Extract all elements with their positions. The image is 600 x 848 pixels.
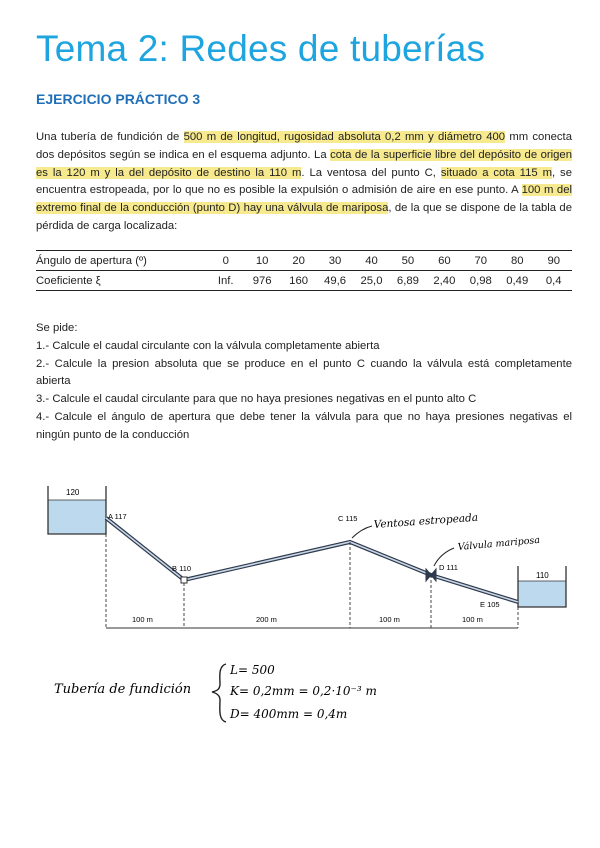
angle-cell: 90 xyxy=(535,251,572,271)
distance-de: 100 m xyxy=(462,615,483,624)
highlighted-segment: cota de la superficie libre del depósito de origen es la 120 m y la del depósito de destino la 110 m xyxy=(36,148,572,179)
question-4: 4.- Calcule el ángulo de apertura que debe tener la válvula para que no haya presiones negativas el ningún punto de la conducción xyxy=(36,410,572,441)
coef-cell: 976 xyxy=(244,271,280,291)
question-3: 3.- Calcule el caudal circulante para que no haya presiones negativas en el punto alto C xyxy=(36,393,477,406)
handwritten-label: Tubería de fundición xyxy=(54,682,192,697)
pipe-inner xyxy=(106,518,518,602)
point-b-label: B 110 xyxy=(172,564,192,573)
left-tank-level: 120 xyxy=(66,488,80,497)
note-ventosa: Ventosa estropeada xyxy=(373,511,479,531)
text-segment: , se encuentra estropeada, por lo que no es posible la expulsión o admisión de aire en ese punto. A xyxy=(36,166,572,197)
text-segment: . La ventosa del punto C, xyxy=(301,166,441,179)
highlighted-segment: 500 m de longitud, rugosidad absoluta 0,2 mm y diámetro 400 xyxy=(183,131,506,143)
coef-cell: 6,89 xyxy=(390,271,426,291)
problem-statement xyxy=(36,129,572,236)
point-b-marker xyxy=(181,577,187,583)
table-row xyxy=(36,271,572,291)
distance-cd: 100 m xyxy=(379,615,400,624)
coef-cell: 2,40 xyxy=(426,271,462,291)
angle-cell: 20 xyxy=(280,251,316,271)
point-d-label: D 111 xyxy=(439,563,458,572)
highlighted-segment: 100 m del extremo final de la conducción (punto D) hay una válvula de mariposa xyxy=(36,184,572,215)
coef-cell: 0,49 xyxy=(499,271,535,291)
handwritten-diameter: D= 400mm = 0,4m xyxy=(230,707,348,721)
coef-cell: 25,0 xyxy=(353,271,389,291)
angle-cell: 50 xyxy=(390,251,426,271)
table-coef-label: Coeficiente ξ xyxy=(36,271,208,291)
coef-cell: 49,6 xyxy=(317,271,353,291)
text-segment: Una tubería de fundición de xyxy=(36,131,184,143)
handwritten-length: L= 500 xyxy=(230,663,275,677)
note-valvula: Válvula mariposa xyxy=(457,534,541,553)
coef-cell: 0,4 xyxy=(535,271,572,291)
handwritten-roughness: K= 0,2mm = 0,2·10⁻³ m xyxy=(230,684,377,698)
text-segment: , de la que se dispone de la tabla de pérdida de carga localizada: xyxy=(36,202,572,232)
coef-cell: 160 xyxy=(280,271,316,291)
text-segment: mm conecta dos depósitos según se indica en el esquema adjunto. La xyxy=(36,131,572,161)
pipe-outer xyxy=(106,518,518,602)
angle-cell: 30 xyxy=(317,251,353,271)
exercise-subtitle: EJERCICIO PRÁCTICO 3 xyxy=(36,91,201,107)
coef-cell: 0,98 xyxy=(463,271,499,291)
pipeline-diagram xyxy=(40,478,570,738)
question-1: 1.- Calcule el caudal circulante con la válvula completamente abierta xyxy=(36,339,380,352)
right-tank-level: 110 xyxy=(536,571,549,580)
point-c-label: C 115 xyxy=(338,514,358,523)
angle-cell: 70 xyxy=(463,251,499,271)
point-a-label: A 117 xyxy=(108,512,127,521)
annotation-arrow xyxy=(352,526,372,538)
distance-bc: 200 m xyxy=(256,615,277,624)
angle-cell: 40 xyxy=(353,251,389,271)
angle-cell: 0 xyxy=(208,251,244,271)
angle-cell: 80 xyxy=(499,251,535,271)
questions-list xyxy=(36,320,572,445)
angle-cell: 10 xyxy=(244,251,280,271)
table-header-label: Ángulo de apertura (º) xyxy=(36,251,208,271)
angle-cell: 60 xyxy=(426,251,462,271)
point-e-label: E 105 xyxy=(480,600,500,609)
highlighted-segment: situado a cota 115 m xyxy=(440,166,552,179)
distance-ab: 100 m xyxy=(132,615,153,624)
coef-cell: Inf. xyxy=(208,271,244,291)
curly-brace xyxy=(212,664,226,722)
right-tank-water xyxy=(518,581,566,607)
left-tank-water xyxy=(48,500,106,534)
loss-coefficient-table xyxy=(36,250,572,291)
table-row xyxy=(36,251,572,271)
questions-intro: Se pide: xyxy=(36,322,78,334)
question-2: 2.- Calcule la presion absoluta que se produce en el punto C cuando la válvula está completamente abierta xyxy=(36,357,572,388)
page-title: Tema 2: Redes de tuberías xyxy=(36,28,486,69)
